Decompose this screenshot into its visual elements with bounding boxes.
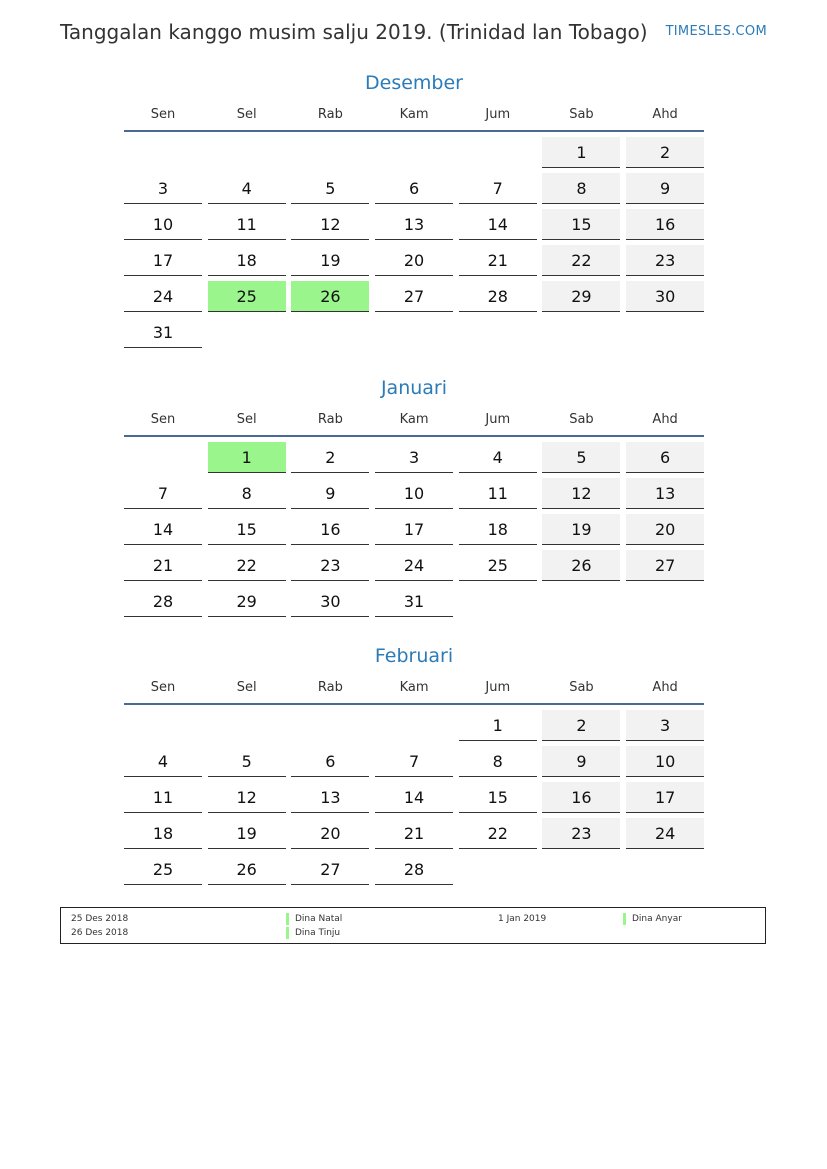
day-cell: 27 bbox=[375, 281, 453, 312]
day-cell: 2 bbox=[626, 137, 704, 168]
day-cell: 4 bbox=[208, 173, 286, 204]
day-cell: 16 bbox=[626, 209, 704, 240]
day-cell: 8 bbox=[208, 478, 286, 509]
empty-day-cell bbox=[459, 137, 537, 167]
weekday-label: Sel bbox=[236, 412, 257, 427]
weekday-label: Rab bbox=[317, 107, 343, 122]
day-cell: 28 bbox=[124, 586, 202, 617]
day-cell: 23 bbox=[542, 818, 620, 849]
day-cell: 13 bbox=[291, 782, 369, 813]
weekday-label: Sel bbox=[236, 680, 257, 695]
day-cell: 17 bbox=[124, 245, 202, 276]
day-cell: 1 bbox=[459, 710, 537, 741]
day-grid bbox=[124, 137, 704, 348]
empty-day-cell bbox=[124, 442, 202, 472]
day-cell: 30 bbox=[291, 586, 369, 617]
day-cell: 10 bbox=[626, 746, 704, 777]
day-cell: 8 bbox=[459, 746, 537, 777]
weekday-label: Jum bbox=[485, 107, 511, 122]
day-cell: 2 bbox=[542, 710, 620, 741]
weekday-label: Kam bbox=[399, 107, 429, 122]
month-title: Januari bbox=[380, 377, 448, 399]
weekday-label: Ahd bbox=[652, 107, 678, 122]
day-cell: 25 bbox=[459, 550, 537, 581]
page-title: Tanggalan kanggo musim salju 2019. (Trinidad lan Tobago) bbox=[60, 20, 648, 44]
day-cell: 7 bbox=[459, 173, 537, 204]
month-december bbox=[124, 70, 704, 348]
day-cell: 20 bbox=[291, 818, 369, 849]
holiday-day-cell: 1 bbox=[208, 442, 286, 473]
legend-date: 1 Jan 2019 bbox=[498, 914, 547, 924]
weekday-label: Kam bbox=[399, 680, 429, 695]
empty-day-cell bbox=[375, 710, 453, 740]
day-cell: 3 bbox=[626, 710, 704, 741]
legend-date: 26 Des 2018 bbox=[71, 928, 129, 938]
day-cell: 23 bbox=[626, 245, 704, 276]
weekday-label: Sel bbox=[236, 107, 257, 122]
day-cell: 10 bbox=[375, 478, 453, 509]
weekday-label: Sen bbox=[150, 412, 176, 427]
legend-holiday-name: Dina Tinju bbox=[286, 927, 340, 939]
day-cell: 6 bbox=[626, 442, 704, 473]
day-cell: 11 bbox=[208, 209, 286, 240]
day-cell: 9 bbox=[291, 478, 369, 509]
day-cell: 28 bbox=[459, 281, 537, 312]
day-cell: 24 bbox=[375, 550, 453, 581]
day-cell: 28 bbox=[375, 854, 453, 885]
empty-day-cell bbox=[208, 710, 286, 740]
day-cell: 27 bbox=[626, 550, 704, 581]
day-cell: 19 bbox=[542, 514, 620, 545]
weekday-label: Rab bbox=[317, 680, 343, 695]
weekday-header bbox=[124, 106, 704, 132]
day-cell: 11 bbox=[124, 782, 202, 813]
day-cell: 26 bbox=[542, 550, 620, 581]
day-cell: 25 bbox=[124, 854, 202, 885]
weekday-label: Sab bbox=[569, 680, 594, 695]
empty-day-cell bbox=[291, 137, 369, 167]
day-cell: 12 bbox=[208, 782, 286, 813]
holiday-day-cell: 25 bbox=[208, 281, 286, 312]
day-cell: 10 bbox=[124, 209, 202, 240]
day-cell: 31 bbox=[375, 586, 453, 617]
legend-holiday-name: Dina Anyar bbox=[623, 913, 682, 925]
month-title: Desember bbox=[365, 72, 463, 94]
day-cell: 18 bbox=[124, 818, 202, 849]
empty-day-cell bbox=[208, 137, 286, 167]
day-cell: 22 bbox=[542, 245, 620, 276]
day-cell: 20 bbox=[375, 245, 453, 276]
day-cell: 19 bbox=[291, 245, 369, 276]
day-cell: 15 bbox=[542, 209, 620, 240]
day-cell: 21 bbox=[459, 245, 537, 276]
day-cell: 1 bbox=[542, 137, 620, 168]
holiday-day-cell: 26 bbox=[291, 281, 369, 312]
day-cell: 4 bbox=[459, 442, 537, 473]
day-cell: 24 bbox=[124, 281, 202, 312]
day-cell: 15 bbox=[208, 514, 286, 545]
day-cell: 4 bbox=[124, 746, 202, 777]
empty-day-cell bbox=[375, 137, 453, 167]
empty-day-cell bbox=[124, 710, 202, 740]
day-cell: 22 bbox=[459, 818, 537, 849]
day-cell: 13 bbox=[375, 209, 453, 240]
weekday-header bbox=[124, 411, 704, 437]
month-january bbox=[124, 375, 704, 617]
day-cell: 14 bbox=[124, 514, 202, 545]
day-cell: 9 bbox=[542, 746, 620, 777]
day-cell: 26 bbox=[208, 854, 286, 885]
day-cell: 16 bbox=[291, 514, 369, 545]
weekday-label: Sen bbox=[150, 107, 176, 122]
day-cell: 17 bbox=[375, 514, 453, 545]
legend-date: 25 Des 2018 bbox=[71, 914, 129, 924]
empty-day-cell bbox=[291, 710, 369, 740]
day-cell: 18 bbox=[459, 514, 537, 545]
day-grid bbox=[124, 442, 704, 617]
day-cell: 24 bbox=[626, 818, 704, 849]
holiday-legend bbox=[60, 907, 766, 944]
weekday-label: Sab bbox=[569, 107, 594, 122]
day-cell: 21 bbox=[124, 550, 202, 581]
day-cell: 31 bbox=[124, 317, 202, 348]
day-cell: 29 bbox=[208, 586, 286, 617]
day-cell: 20 bbox=[626, 514, 704, 545]
weekday-label: Jum bbox=[485, 680, 511, 695]
brand-link[interactable]: TIMESLES.COM bbox=[665, 24, 767, 39]
month-title: Februari bbox=[374, 645, 454, 667]
day-cell: 5 bbox=[208, 746, 286, 777]
day-grid bbox=[124, 710, 704, 885]
weekday-label: Ahd bbox=[652, 680, 678, 695]
weekday-label: Jum bbox=[485, 412, 511, 427]
day-cell: 7 bbox=[375, 746, 453, 777]
day-cell: 6 bbox=[375, 173, 453, 204]
day-cell: 30 bbox=[626, 281, 704, 312]
day-cell: 5 bbox=[291, 173, 369, 204]
weekday-label: Ahd bbox=[652, 412, 678, 427]
day-cell: 21 bbox=[375, 818, 453, 849]
day-cell: 11 bbox=[459, 478, 537, 509]
month-february bbox=[124, 643, 704, 885]
day-cell: 3 bbox=[124, 173, 202, 204]
day-cell: 12 bbox=[542, 478, 620, 509]
day-cell: 14 bbox=[459, 209, 537, 240]
day-cell: 12 bbox=[291, 209, 369, 240]
day-cell: 8 bbox=[542, 173, 620, 204]
day-cell: 27 bbox=[291, 854, 369, 885]
weekday-label: Kam bbox=[399, 412, 429, 427]
weekday-label: Sab bbox=[569, 412, 594, 427]
day-cell: 22 bbox=[208, 550, 286, 581]
weekday-label: Rab bbox=[317, 412, 343, 427]
empty-day-cell bbox=[124, 137, 202, 167]
day-cell: 3 bbox=[375, 442, 453, 473]
day-cell: 14 bbox=[375, 782, 453, 813]
day-cell: 29 bbox=[542, 281, 620, 312]
day-cell: 17 bbox=[626, 782, 704, 813]
day-cell: 23 bbox=[291, 550, 369, 581]
day-cell: 6 bbox=[291, 746, 369, 777]
weekday-label: Sen bbox=[150, 680, 176, 695]
day-cell: 19 bbox=[208, 818, 286, 849]
day-cell: 16 bbox=[542, 782, 620, 813]
day-cell: 5 bbox=[542, 442, 620, 473]
day-cell: 2 bbox=[291, 442, 369, 473]
day-cell: 18 bbox=[208, 245, 286, 276]
day-cell: 13 bbox=[626, 478, 704, 509]
day-cell: 15 bbox=[459, 782, 537, 813]
day-cell: 9 bbox=[626, 173, 704, 204]
weekday-header bbox=[124, 679, 704, 705]
legend-holiday-name: Dina Natal bbox=[286, 913, 342, 925]
day-cell: 7 bbox=[124, 478, 202, 509]
